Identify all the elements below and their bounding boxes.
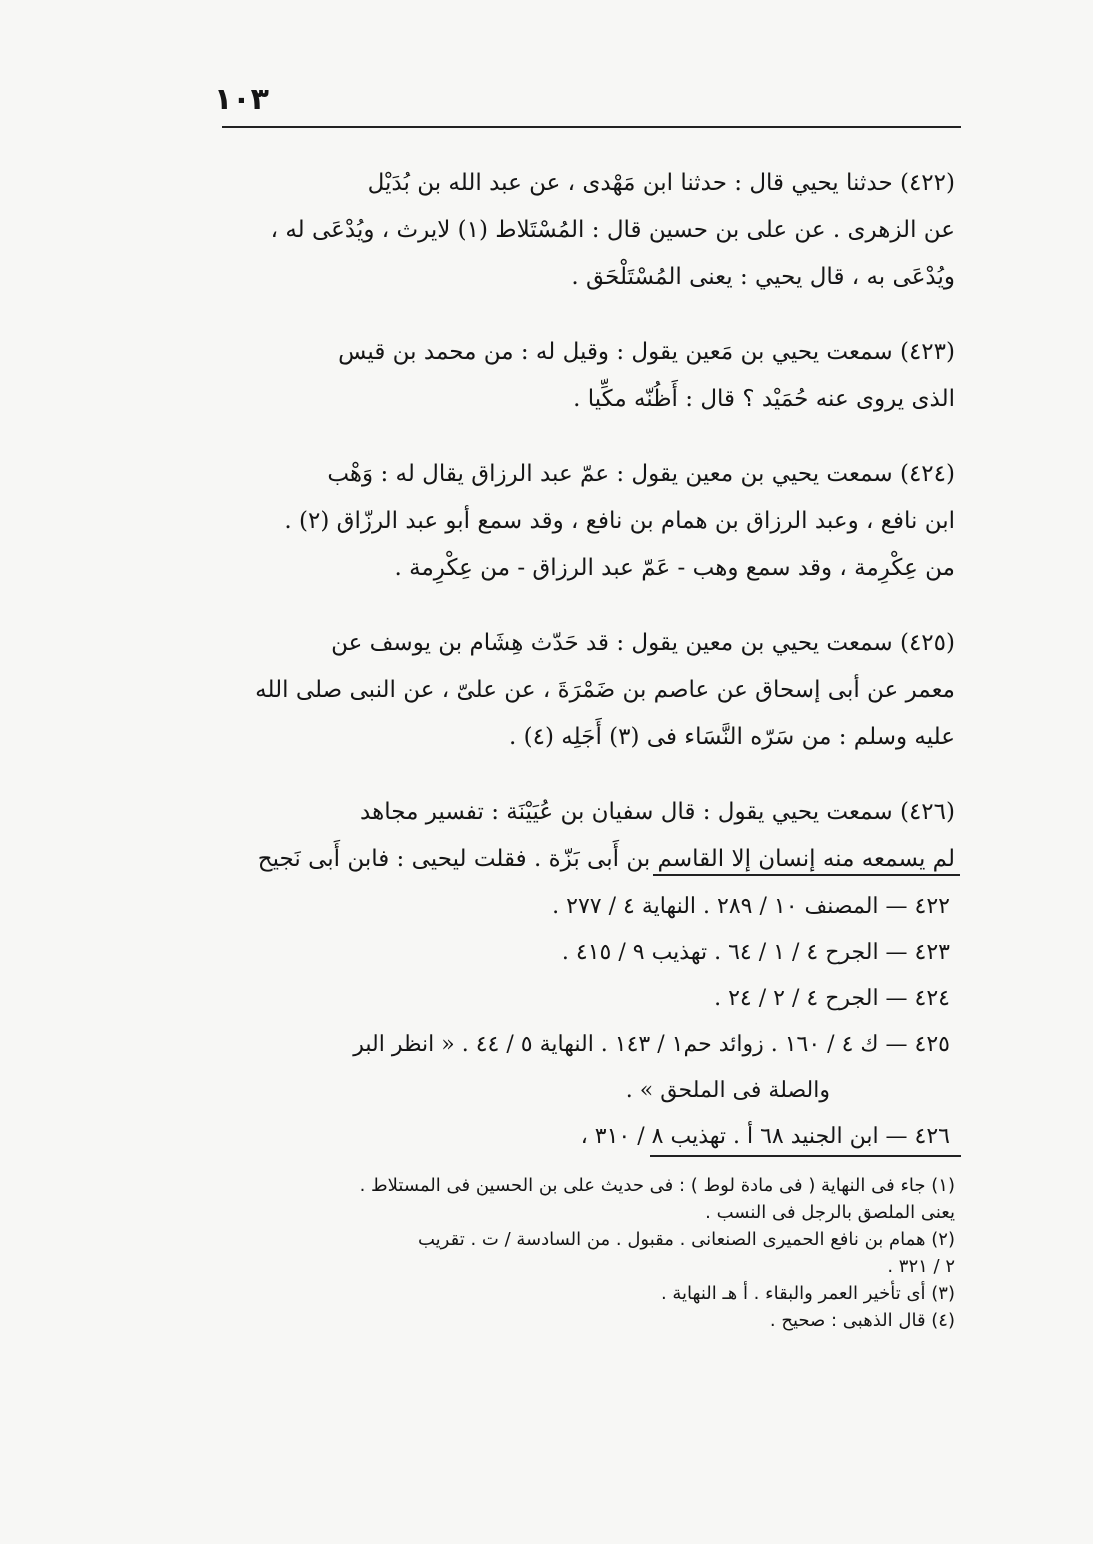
references-list bbox=[222, 884, 950, 1160]
main-text bbox=[222, 160, 955, 911]
text-line: ويُدْعَى به ، قال يحيي : يعنى المُسْتَلْحَق . bbox=[571, 264, 955, 290]
reference-item: ٤٢٣ — الجرح ٤ / ١ / ٦٤ . تهذيب ٩ / ٤١٥ . bbox=[561, 940, 950, 965]
footnote-item-continuation: يعنى الملصق بالرجل فى النسب . bbox=[705, 1202, 955, 1223]
header-divider bbox=[222, 126, 961, 128]
page-number: ١٠٣ bbox=[214, 82, 269, 117]
text-line: لم يسمعه منه إنسان إلا القاسم بن أَبى بَزّة . فقلت ليحيى : فابن أَبى نَجيح bbox=[257, 846, 955, 872]
hadith-paragraph-425 bbox=[222, 620, 955, 761]
hadith-paragraph-424 bbox=[222, 451, 955, 592]
text-line: الذى يروى عنه حُمَيْد ؟ قال : أَظُنّه مكِّيا . bbox=[573, 386, 955, 412]
references-divider bbox=[653, 874, 960, 876]
reference-item-continuation: والصلة فى الملحق » . bbox=[625, 1078, 830, 1103]
footnotes-list bbox=[222, 1172, 955, 1334]
text-line: من عِكْرِمة ، وقد سمع وهب - عَمّ عبد الرزاق - من عِكْرِمة . bbox=[394, 555, 955, 581]
reference-item: ٤٢٢ — المصنف ١٠ / ٢٨٩ . النهاية ٤ / ٢٧٧ . bbox=[552, 894, 950, 919]
reference-item: ٤٢٥ — ك ٤ / ١٦٠ . زوائد حم١ / ١٤٣ . النهاية ٥ / ٤٤ . « انظر البر bbox=[353, 1032, 950, 1057]
text-line: عن الزهرى . عن على بن حسين قال : المُسْتَلاط (١) لايرث ، ويُدْعَى له ، bbox=[270, 217, 955, 243]
text-line: (٤٢٤) سمعت يحيي بن معين يقول : عمّ عبد الرزاق يقال له : وَهْب bbox=[327, 461, 955, 487]
footnote-item: (٣) أى تأخير العمر والبقاء . أ هـ النهاية . bbox=[660, 1283, 955, 1304]
hadith-paragraph-423 bbox=[222, 329, 955, 423]
reference-item: ٤٢٤ — الجرح ٤ / ٢ / ٢٤ . bbox=[714, 986, 950, 1011]
text-line: (٤٢٥) سمعت يحيي بن معين يقول : قد حَدّث هِشَام بن يوسف عن bbox=[331, 630, 955, 656]
text-line: (٤٢٢) حدثنا يحيي قال : حدثنا ابن مَهْدى ، عن عبد الله بن بُدَيْل bbox=[367, 170, 955, 196]
hadith-paragraph-426 bbox=[222, 789, 955, 883]
footnote-item-continuation: ٢ / ٣٢١ . bbox=[887, 1256, 955, 1277]
footnote-item: (٢) همام بن نافع الحميرى الصنعانى . مقبول . من السادسة / ت . تقريب bbox=[418, 1229, 955, 1250]
footnote-item: (١) جاء فى النهاية ( فى مادة لوط ) : فى حديث على بن الحسين فى المستلاط . bbox=[359, 1175, 955, 1196]
text-line: عليه وسلم : من سَرّه النَّسَاء فى (٣) أَجَلِه (٤) . bbox=[509, 724, 955, 750]
hadith-paragraph-422 bbox=[222, 160, 955, 301]
text-line: ابن نافع ، وعبد الرزاق بن همام بن نافع ، وقد سمع أبو عبد الرزّاق (٢) . bbox=[284, 508, 955, 534]
text-line: (٤٢٣) سمعت يحيي بن مَعين يقول : وقيل له : من محمد بن قيس bbox=[338, 339, 955, 365]
footnotes-divider bbox=[650, 1155, 961, 1157]
text-line: (٤٢٦) سمعت يحيي يقول : قال سفيان بن عُيَيْنَة : تفسير مجاهد bbox=[360, 799, 955, 825]
footnote-item: (٤) قال الذهبى : صحيح . bbox=[769, 1310, 955, 1331]
reference-item: ٤٢٦ — ابن الجنيد ٦٨ أ . تهذيب ٨ / ٣١٠ ، bbox=[580, 1124, 950, 1149]
text-line: معمر عن أبى إسحاق عن عاصم بن ضَمْرَةَ ، عن علىّ ، عن النبى صلى الله bbox=[255, 677, 955, 703]
